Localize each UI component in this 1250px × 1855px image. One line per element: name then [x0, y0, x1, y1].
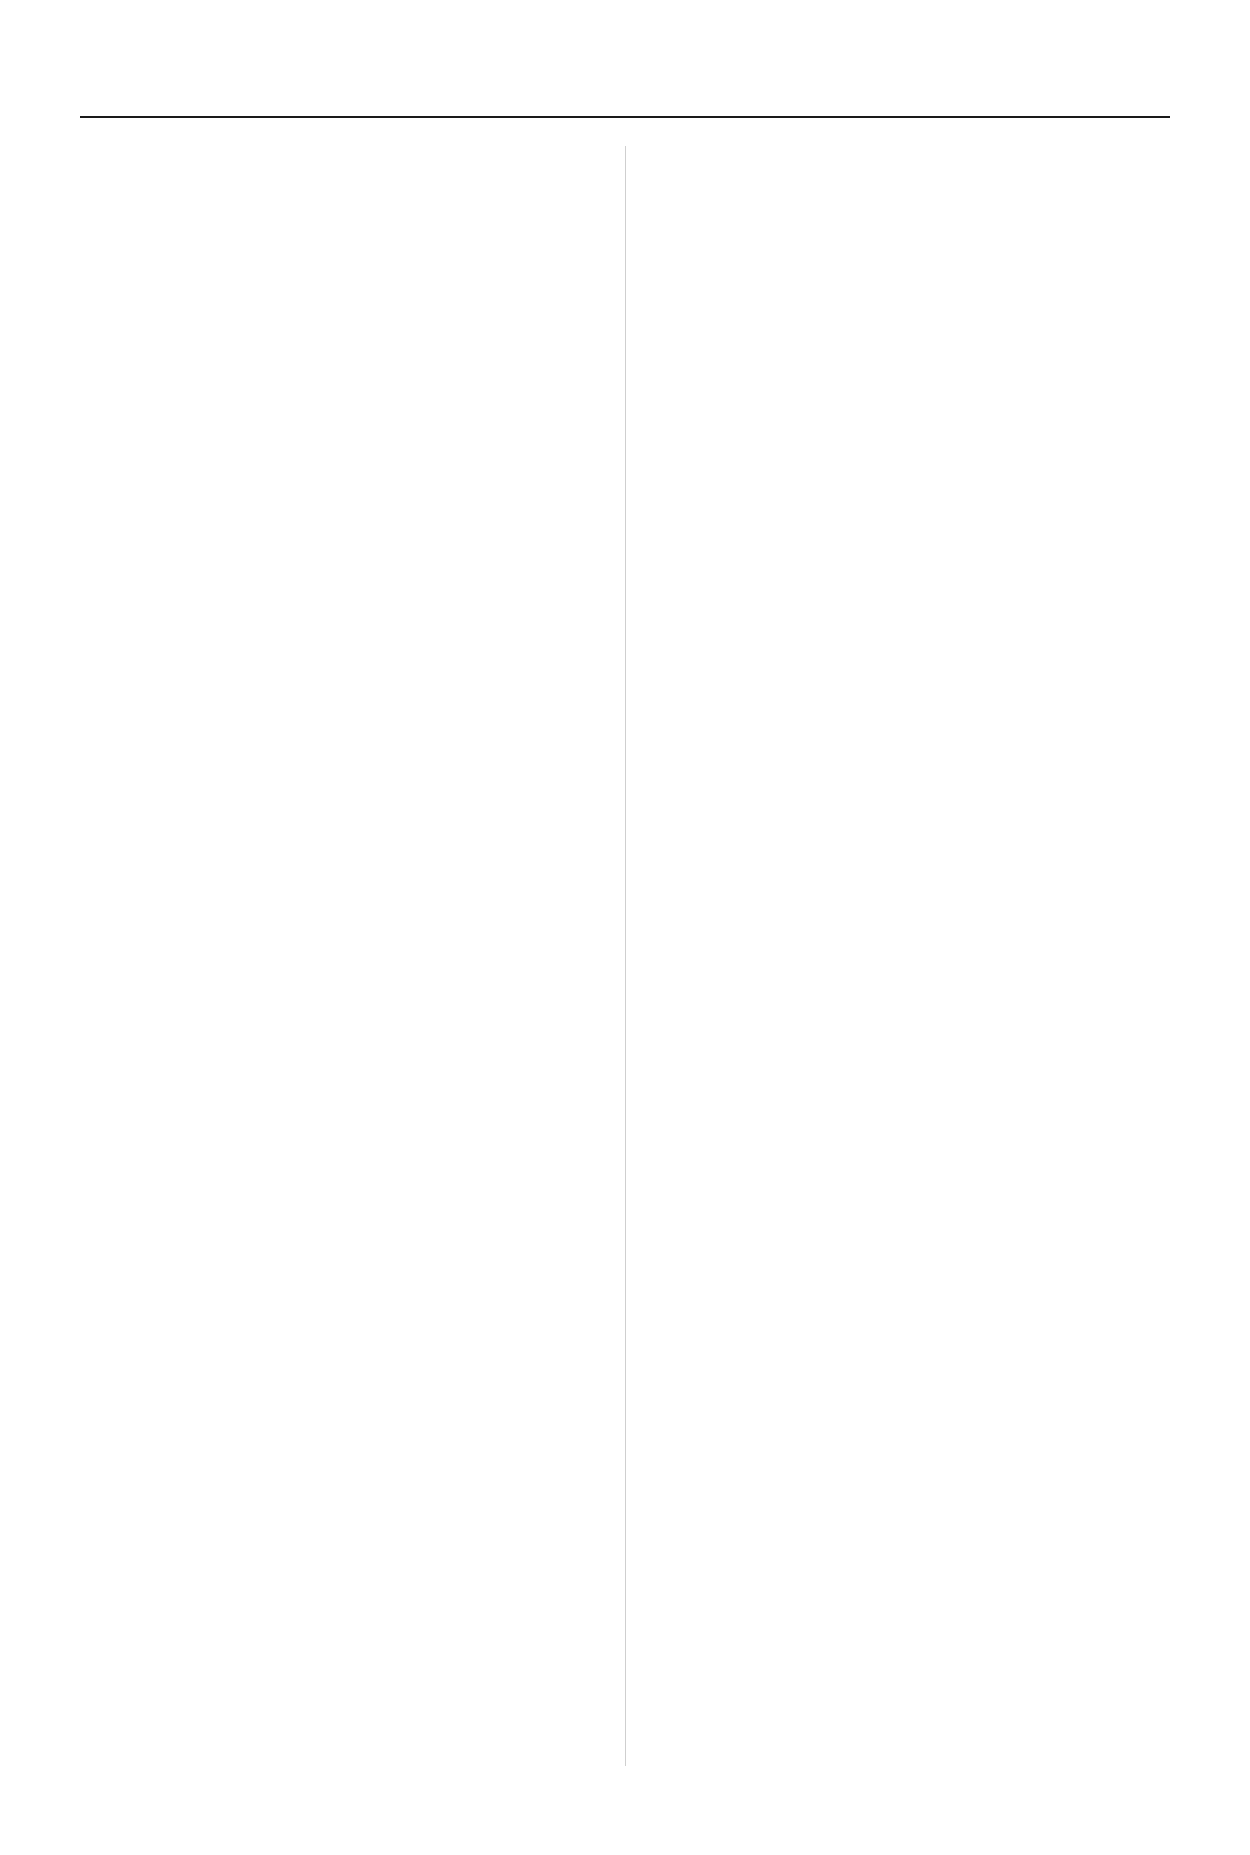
text-line: [674, 386, 1171, 426]
text-line: [80, 466, 577, 506]
text-line: [80, 146, 577, 186]
text-line: [80, 346, 577, 386]
text-line: [674, 306, 1171, 346]
text-line: [80, 386, 577, 426]
page-header: [80, 60, 1170, 118]
text-line: [80, 426, 577, 466]
text-line: [80, 546, 577, 586]
text-line: [80, 226, 577, 266]
text-line: [80, 306, 577, 346]
text-line: [674, 146, 1171, 186]
text-line: [674, 586, 1171, 626]
text-line: [80, 586, 577, 626]
right-column: [625, 146, 1171, 1766]
text-line: [674, 426, 1171, 466]
content-columns: [80, 146, 1170, 1766]
text-line: [674, 466, 1171, 506]
text-line: [674, 506, 1171, 546]
text-line: [674, 266, 1171, 306]
text-line: [674, 546, 1171, 586]
text-line: [674, 186, 1171, 226]
text-line: [674, 226, 1171, 266]
left-column: [80, 146, 577, 1766]
text-line: [80, 506, 577, 546]
text-line: [674, 346, 1171, 386]
text-line: [80, 186, 577, 226]
text-line: [80, 266, 577, 306]
